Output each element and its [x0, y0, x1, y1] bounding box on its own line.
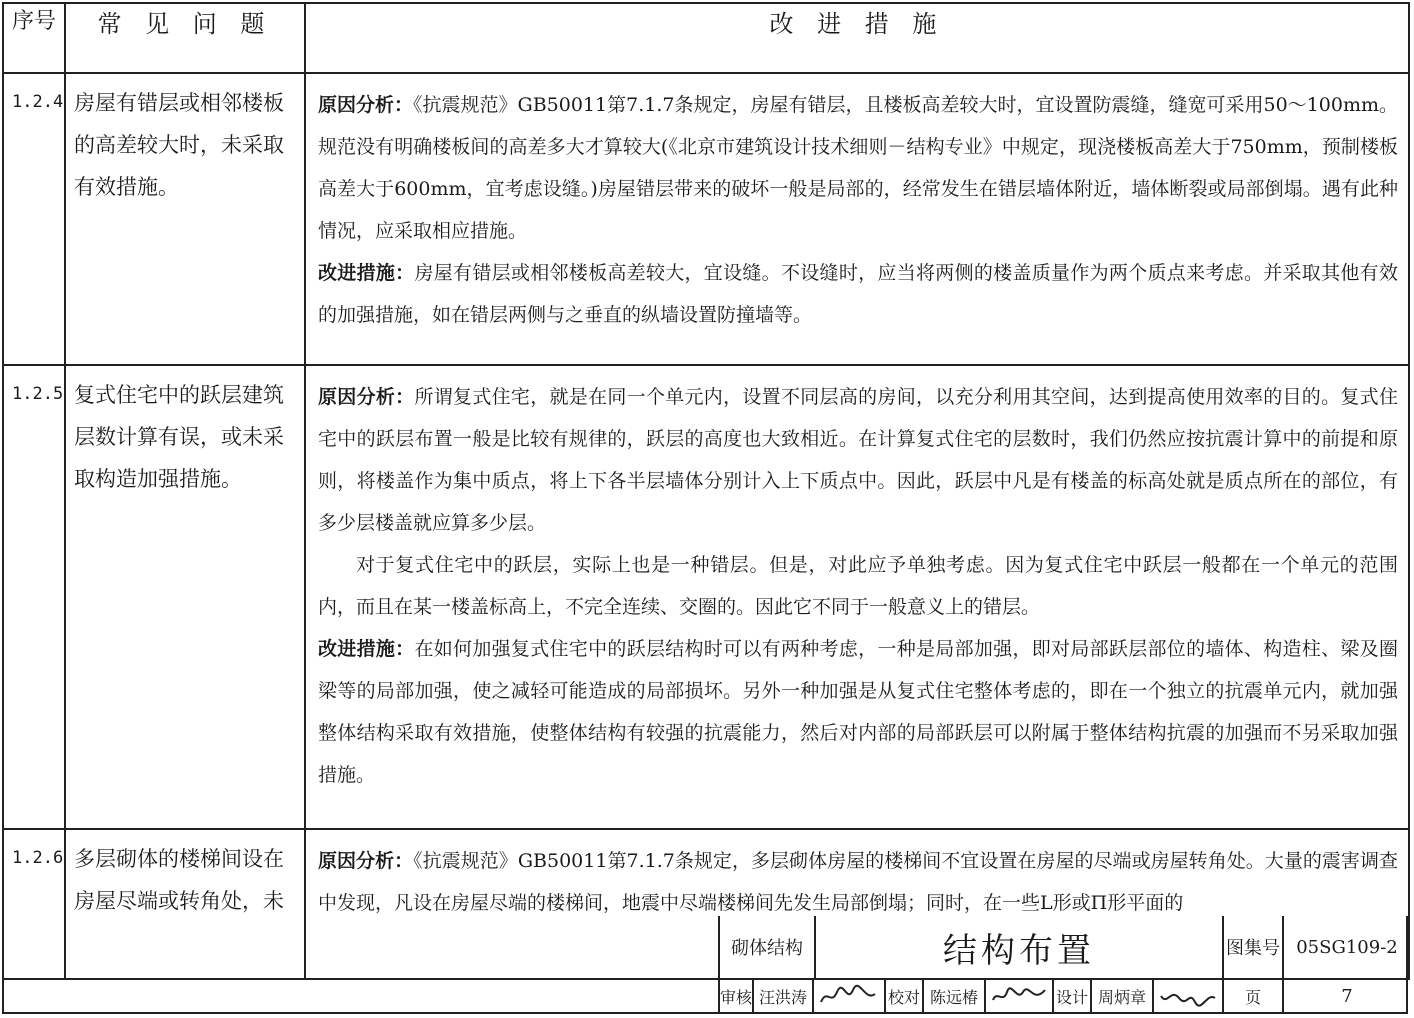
sheet-title: 结构布置 — [816, 916, 1224, 980]
table-row — [3, 73, 1409, 365]
problem-text: 多层砌体的楼梯间设在房屋尽端或转角处，未 — [65, 829, 305, 979]
paragraph-text: 《抗震规范》GB50011第7.1.7条规定，房屋有错层，且楼板高差较大时，宜设置防震缝，缝宽可采用50～100mm。规范没有明确楼板间的高差多大才算较大(《北京市建筑设计技术细则－结构专业》中规定，现浇楼板高差大于750mm，预制楼板高差大于600mm，宜考虑设缝。)房屋错层带来的破坏一般是局部的，经常发生在错层墙体附近，墙体断裂或局部倒塌。遇有此种情况，应采取相应措施。 — [318, 94, 1398, 242]
checker-signature — [986, 980, 1054, 1012]
paragraph — [318, 544, 1398, 628]
measure-text — [305, 365, 1409, 829]
reviewer-signature — [814, 980, 886, 1012]
page-label: 页 — [1224, 980, 1284, 1012]
designer-name: 周炳章 — [1092, 980, 1154, 1012]
design-label: 设计 — [1054, 980, 1092, 1012]
signature-scribble — [989, 984, 1049, 1008]
row-number: 1.2.4 — [3, 73, 65, 365]
problem-text: 房屋有错层或相邻楼板的高差较大时，未采取有效措施。 — [65, 73, 305, 365]
category-label: 砌体结构 — [720, 916, 816, 980]
header-problem: 常 见 问 题 — [65, 3, 305, 73]
paragraph — [318, 840, 1398, 924]
atlas-label: 图集号 — [1224, 916, 1284, 980]
header-measure: 改 进 措 施 — [305, 3, 1409, 73]
title-block-grid — [718, 916, 1410, 1012]
paragraph-text: 房屋有错层或相邻楼板高差较大，宜设缝。不设缝时，应当将两侧的楼盖质量作为两个质点来考虑。并采取其他有效的加强措施，如在错层两侧与之垂直的纵墙设置防撞墙等。 — [318, 262, 1398, 326]
paragraph — [318, 252, 1398, 336]
problems-table — [2, 2, 1410, 980]
paragraph-label: 原因分析： — [318, 94, 414, 116]
review-label: 审核 — [720, 980, 754, 1012]
row-number: 1.2.5 — [3, 365, 65, 829]
title-block — [2, 916, 1408, 1014]
paragraph-label: 原因分析： — [318, 386, 415, 408]
paragraph — [318, 376, 1398, 544]
paragraph-text: 所谓复式住宅，就是在同一个单元内，设置不同层高的房间，以充分利用其空间，达到提高使用效率的目的。复式住宅中的跃层布置一般是比较有规律的，跃层的高度也大致相近。在计算复式住宅的层数时，我们仍然应按抗震计算中的前提和原则，将楼盖作为集中质点，将上下各半层墙体分别计入上下质点中。因此，跃层中凡是有楼盖的标高处就是质点所在的部位，有多少层楼盖就应算多少层。 — [318, 386, 1398, 534]
table-row — [3, 365, 1409, 829]
signature-scribble — [817, 984, 881, 1008]
paragraph-text: 《抗震规范》GB50011第7.1.7条规定，多层砌体房屋的楼梯间不宜设置在房屋的尽端或房屋转角处。大量的震害调查中发现，凡设在房屋尽端的楼梯间，地震中尽端楼梯间先发生局部倒塌；同时，在一些L形或Π形平面的 — [318, 850, 1398, 914]
reviewer-name: 汪洪涛 — [754, 980, 814, 1012]
paragraph-label: 原因分析： — [318, 850, 414, 872]
paragraph — [318, 628, 1398, 796]
paragraph-label: 改进措施： — [318, 638, 415, 660]
page-number: 7 — [1341, 985, 1353, 1007]
problem-text: 复式住宅中的跃层建筑层数计算有误，或未采取构造加强措施。 — [65, 365, 305, 829]
paragraph — [318, 84, 1398, 252]
checker-name: 陈远椿 — [924, 980, 986, 1012]
paragraph-text: 在如何加强复式住宅中的跃层结构时可以有两种考虑，一种是局部加强，即对局部跃层部位的墙体、构造柱、梁及圈梁等的局部加强，使之减轻可能造成的局部损坏。另外一种加强是从复式住宅整体考虑的，即在一个独立的抗震单元内，就加强整体结构采取有效措施，使整体结构有较强的抗震能力，然后对内部的局部跃层可以附属于整体结构抗震的加强而不另采取加强措施。 — [318, 638, 1398, 786]
atlas-number: 05SG109-2 — [1284, 916, 1410, 980]
paragraph-label: 改进措施： — [318, 262, 415, 284]
signature-scribble — [1157, 984, 1219, 1008]
paragraph-text: 对于复式住宅中的跃层，实际上也是一种错层。但是，对此应予单独考虑。因为复式住宅中跃层一般都在一个单元的范围内，而且在某一楼盖标高上，不完全连续、交圈的。因此它不同于一般意义上的错层。 — [318, 554, 1398, 618]
row-number: 1.2.6 — [3, 829, 65, 979]
header-no: 序号 — [3, 3, 65, 73]
table-header-row — [3, 3, 1409, 73]
designer-signature — [1154, 980, 1224, 1012]
measure-text — [305, 73, 1409, 365]
check-label: 校对 — [886, 980, 924, 1012]
